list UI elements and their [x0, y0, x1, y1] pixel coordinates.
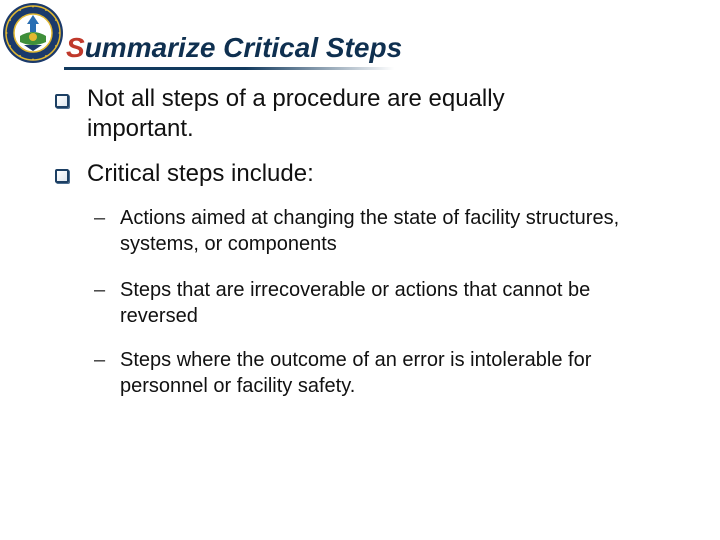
doe-seal-icon	[2, 2, 64, 64]
slide-title-rest: ummarize Critical Steps	[84, 32, 403, 63]
dash-marker: –	[94, 207, 106, 229]
bullet-point-2: Critical steps include:	[87, 160, 314, 187]
dash-marker: –	[94, 279, 106, 301]
sub-point-2: Steps that are irrecoverable or actions that cannot be reversed	[120, 279, 591, 327]
dash-marker: –	[94, 349, 106, 371]
sub-point-3: Steps where the outcome of an error is intolerable for personnel or facility safety.	[120, 349, 592, 397]
sub-point-1: Actions aimed at changing the state of facility structures, systems, or components	[120, 207, 620, 255]
checkbox-bullet-icon	[55, 169, 69, 183]
bullet-point-1: Not all steps of a procedure are equally important.	[87, 85, 505, 142]
title-underline	[64, 67, 394, 70]
checkbox-bullet-icon	[55, 94, 69, 108]
slide-title	[66, 30, 402, 66]
slide-title-first-letter: S	[66, 32, 85, 63]
